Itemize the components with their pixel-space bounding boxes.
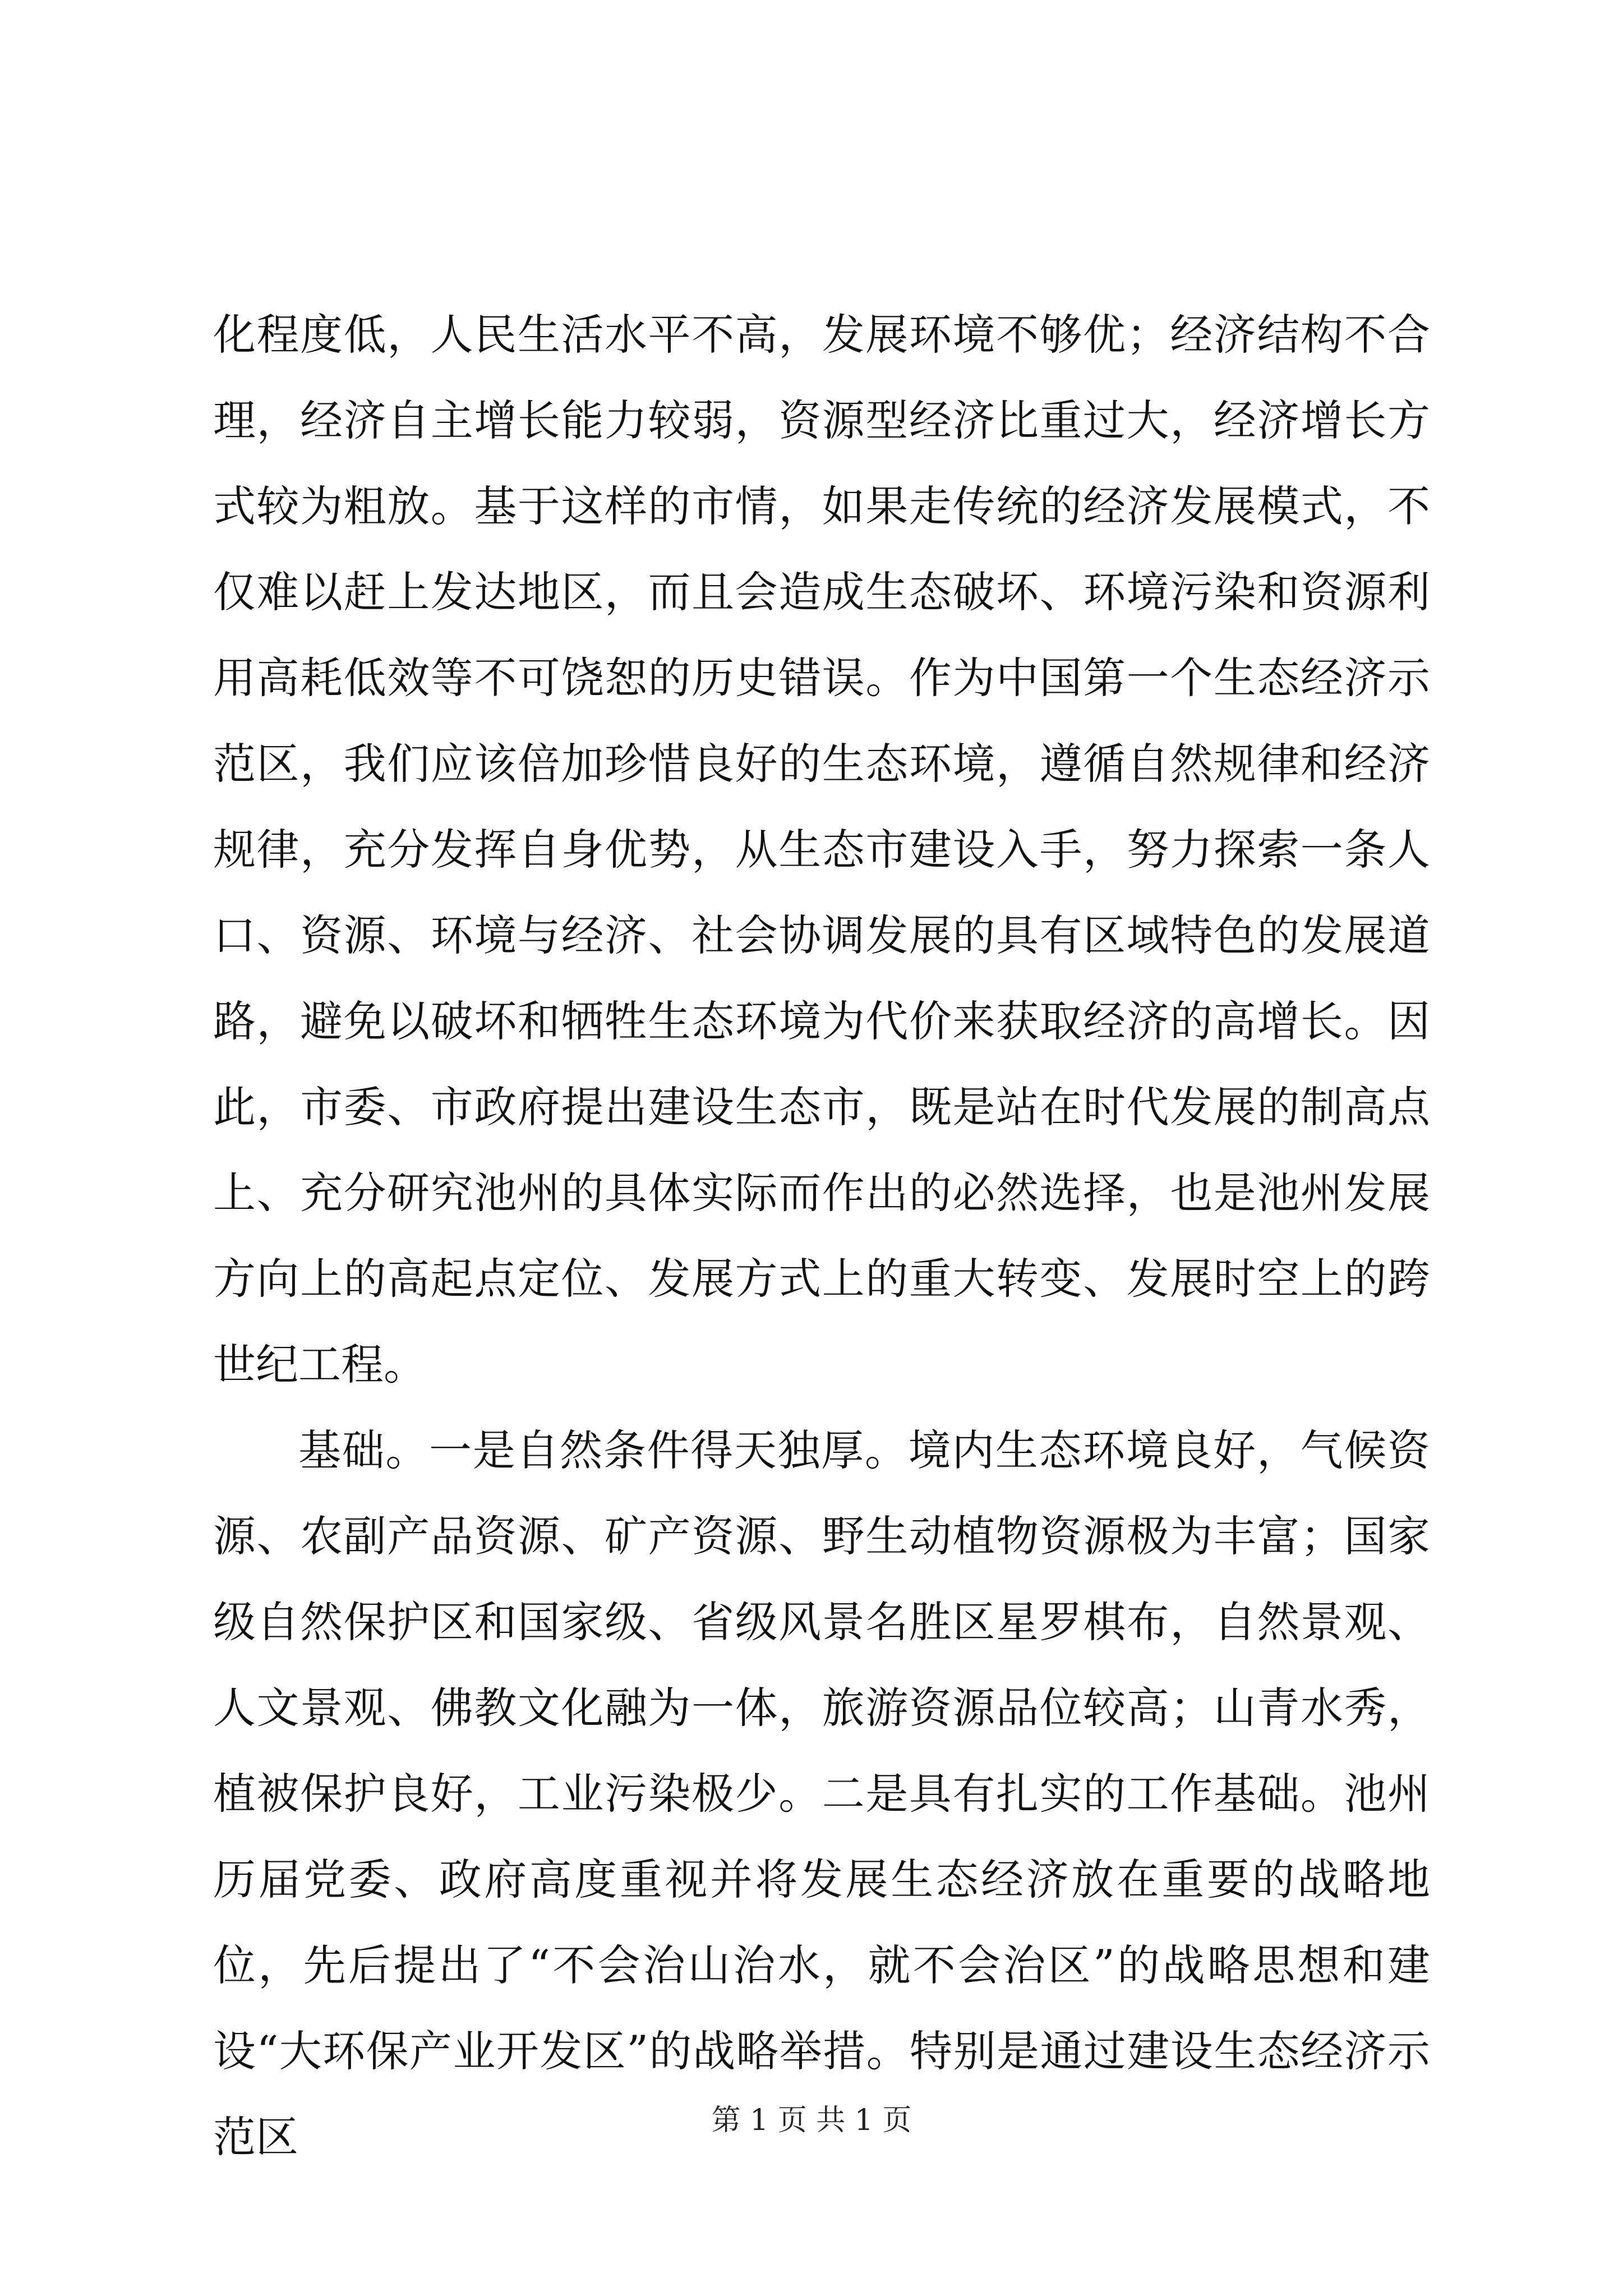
- page-footer: 第 1 页 共 1 页: [711, 2104, 912, 2137]
- document-body: [213, 292, 1430, 2180]
- paragraph-foundation: 基础。一是自然条件得天独厚。境内生态环境良好，气候资源、农副产品资源、矿产资源、野生动植物资源极为丰富；国家级自然保护区和国家级、省级风景名胜区星罗棋布，自然景观、人文景观、佛教文化融为一体，旅游资源品位较高；山青水秀，植被保护良好，工业污染极少。二是具有扎实的工作基础。池州历届党委、政府高度重视并将发展生态经济放在重要的战略地位，先后提出了“不会治山治水，就不会治区”的战略思想和建设“大环保产业开发区”的战略举措。特别是通过建设生态经济示范区: [213, 1425, 1430, 2162]
- paragraph-continued: 化程度低，人民生活水平不高，发展环境不够优；经济结构不合理，经济自主增长能力较弱，资源型经济比重过大，经济增长方式较为粗放。基于这样的市情，如果走传统的经济发展模式，不仅难以赶上发达地区，而且会造成生态破坏、环境污染和资源利用高耗低效等不可饶恕的历史错误。作为中国第一个生态经济示范区，我们应该倍加珍惜良好的生态环境，遵循自然规律和经济规律，充分发挥自身优势，从生态市建设入手，努力探索一条人口、资源、环境与经济、社会协调发展的具有区域特色的发展道路，避免以破坏和牺牲生态环境为代价来获取经济的高增长。因此，市委、市政府提出建设生态市，既是站在时代发展的制高点上、充分研究池州的具体实际而作出的必然选择，也是池州发展方向上的高起点定位、发展方式上的重大转变、发展时空上的跨世纪工程。: [213, 310, 1430, 1389]
